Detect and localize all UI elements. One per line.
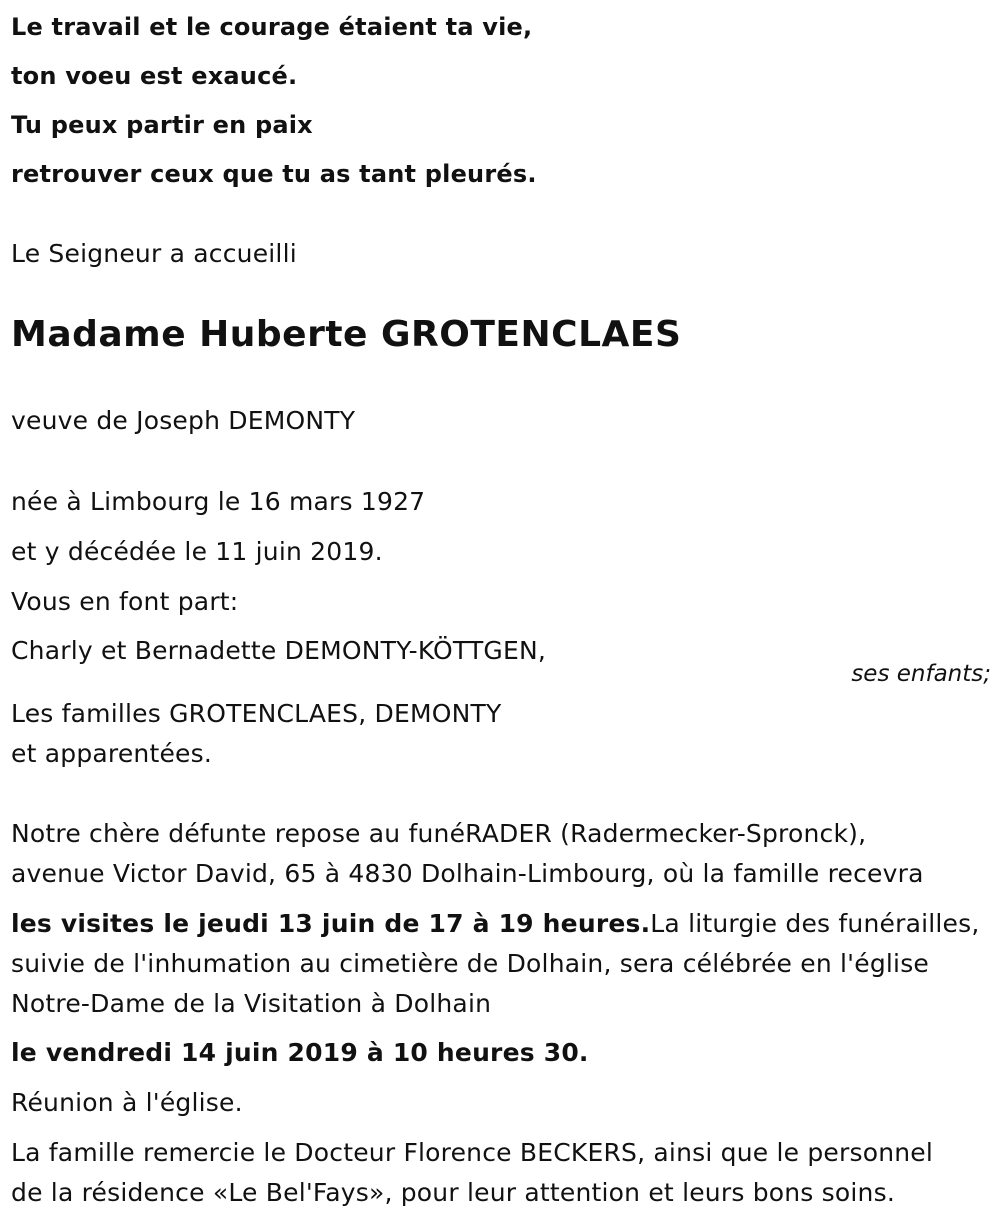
families-line-2: et apparentées.	[11, 739, 212, 768]
meeting-text: Réunion à l'église.	[11, 1088, 243, 1117]
visits-line-2: suivie de l'inhumation au cimetière de Dolhain, sera célébrée en l'église	[11, 949, 929, 978]
announce-text: Vous en font part:	[11, 587, 239, 616]
intro-text: Le Seigneur a accueilli	[11, 239, 297, 268]
thanks-line-2: de la résidence «Le Bel'Fays», pour leur attention et leurs bons soins.	[11, 1178, 895, 1207]
visits-rest: La liturgie des funérailles,	[650, 909, 980, 938]
visits-bold: les visites le jeudi 13 juin de 17 à 19 heures.	[11, 909, 651, 938]
children-names: Charly et Bernadette DEMONTY-KÖTTGEN,	[11, 636, 547, 665]
deceased-name: Madame Huberte GROTENCLAES	[11, 314, 682, 355]
children-role: ses enfants;	[851, 661, 991, 687]
poem-line-4: retrouver ceux que tu as tant pleurés.	[11, 160, 537, 188]
families-line-1: Les familles GROTENCLAES, DEMONTY	[11, 699, 502, 728]
visits-line-1	[11, 909, 980, 939]
poem-line-3: Tu peux partir en paix	[11, 111, 313, 139]
poem-line-2: ton voeu est exaucé.	[11, 62, 298, 90]
thanks-line-1: La famille remercie le Docteur Florence BECKERS, ainsi que le personnel	[11, 1138, 934, 1167]
widow-of: veuve de Joseph DEMONTY	[11, 406, 356, 435]
poem-line-1: Le travail et le courage étaient ta vie,	[11, 13, 533, 41]
visits-line-3: Notre-Dame de la Visitation à Dolhain	[11, 989, 492, 1018]
death-info: et y décédée le 11 juin 2019.	[11, 537, 383, 566]
repose-line-1: Notre chère défunte repose au funéRADER (Radermecker-Spronck),	[11, 819, 867, 848]
repose-line-2: avenue Victor David, 65 à 4830 Dolhain-Limbourg, où la famille recevra	[11, 859, 924, 888]
obituary-notice	[11, 0, 991, 1227]
ceremony-date: le vendredi 14 juin 2019 à 10 heures 30.	[11, 1038, 589, 1067]
birth-info: née à Limbourg le 16 mars 1927	[11, 487, 426, 516]
